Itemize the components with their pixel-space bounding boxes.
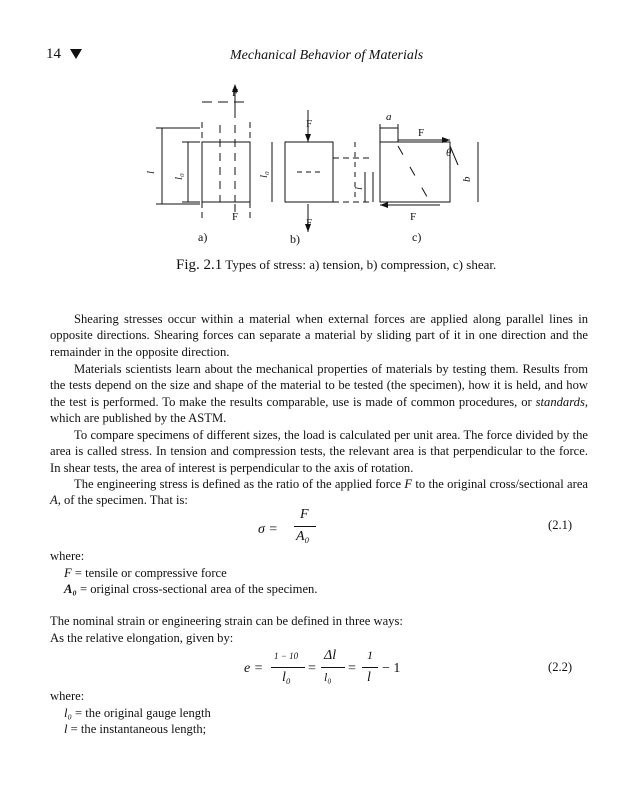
dim-l0-a: l₀ [173,173,185,180]
panel-label-a: a) [198,230,208,244]
where1-text-f: = tensile or compressive force [71,566,227,580]
equation-number-2-1: (2.1) [548,518,573,532]
where2-item-l [64,722,206,737]
eq2-equals-2: = [348,661,356,676]
force-label-c-top: F [418,127,425,139]
strain-relative-elongation: As the relative elongation, given by: [50,631,234,645]
eng-stress-text-3: of the specimen. That is: [60,493,188,508]
eq2-tail: − 1 [382,661,401,676]
compression-diagram [272,110,370,232]
paragraph-shearing: Shearing stresses occur within a material when external forces are applied along parallel lines in opposite directions. Shearing forces can separate a material by sliding part of it in one direction and the remainder in the opposite direction. [50,312,588,359]
standards-term: standards, [535,394,588,409]
force-label-c-bottom: F [410,211,417,223]
where1-text-a0: = original cross-sectional area of the specimen. [76,582,318,596]
eq2-f1-numerator: 1 − 10 [274,651,299,661]
where-label-1: where: [50,549,85,563]
dim-l-b: l [353,186,365,190]
where2-symbol-l0: l₀ [64,706,72,720]
eq2-f2-numerator: Δl [324,648,337,663]
figure-caption [176,257,496,274]
force-label-b-top: F [306,118,313,130]
tension-diagram [156,84,250,220]
page-number: 14 [46,46,61,62]
force-label-a-bottom: F [232,211,239,223]
where1-item-a0 [64,582,318,597]
dim-l-a: l [145,170,157,174]
panel-label-c: c) [412,230,422,244]
eng-stress-text-1: The engineering stress is defined as the ratio of the applied force [74,477,405,491]
eq2-f1-denominator: l₀ [282,670,291,685]
stress-types-figure [140,80,500,250]
shear-diagram [373,124,478,208]
eq1-fraction-bar [294,526,316,527]
paragraph-testing-tail: which are published by the ASTM. [50,411,227,426]
eq2-equals-1: = [308,661,316,676]
paragraph-engineering-stress [50,476,588,509]
eng-stress-text-2: to the original cross/sectional area [412,477,589,491]
panel-label-b: b) [290,232,300,246]
dim-a: a [386,111,392,123]
where1-symbol-f: F [64,566,72,580]
eq1-denominator: A₀ [296,529,310,544]
strain-intro: The nominal strain or engineering strain can be defined in three ways: [50,614,403,628]
eq2-f3-denominator: l [367,670,371,685]
caption-text: Types of stress: a) tension, b) compression, c) shear. [222,257,497,272]
where2-symbol-l: l [64,722,68,736]
eq2-lhs: e = [244,661,264,676]
dim-b: b [461,176,473,182]
eq1-numerator: F [300,507,309,522]
force-label-b-bottom: F [306,217,313,229]
eq2-f1-bar [271,667,305,668]
paragraph-testing-text: Materials scientists learn about the mechanical properties of materials by testing them. Results from the tests depend on the size and shape of the material to be tested (the specimen), how it is held, and how the test is performed. To make the results comparable, use is made of common procedures, or [50,362,588,409]
eq2-f3-bar [362,667,378,668]
angle-theta: θ [446,147,452,159]
caption-fig-number: Fig. 2.1 [176,257,223,273]
eng-stress-symbol-f: F [404,477,413,491]
force-label-a-top: F [232,87,239,99]
where-label-2: where: [50,689,85,703]
eq2-f2-denominator: l₀ [324,670,332,684]
running-title: Mechanical Behavior of Materials [230,48,424,63]
equation-number-2-2: (2.2) [548,660,573,674]
triangle-down-icon [70,49,82,59]
paragraph-testing [50,361,588,427]
paragraph-stress: To compare specimens of different sizes, the load is calculated per unit area. The force divided by the area is called stress. In tension and compression tests, the relevant area is that perpendicular to the force. In shear tests, the area of interest is perpendicular to the axis of rotation. [50,428,588,475]
where2-text-l: = the instantaneous length; [67,722,207,736]
where2-item-l0 [64,706,211,721]
where2-text-l0: = the original gauge length [71,706,211,720]
where1-item-f [64,566,227,581]
eq1-lhs: σ = [258,522,278,537]
eq2-f2-bar [321,667,345,668]
where1-symbol-a0: A₀ [64,582,77,596]
eng-stress-symbol-a: A, [50,493,61,508]
eq2-f3-numerator: 1 [367,648,373,662]
dim-l0-b: l₀ [258,171,270,178]
